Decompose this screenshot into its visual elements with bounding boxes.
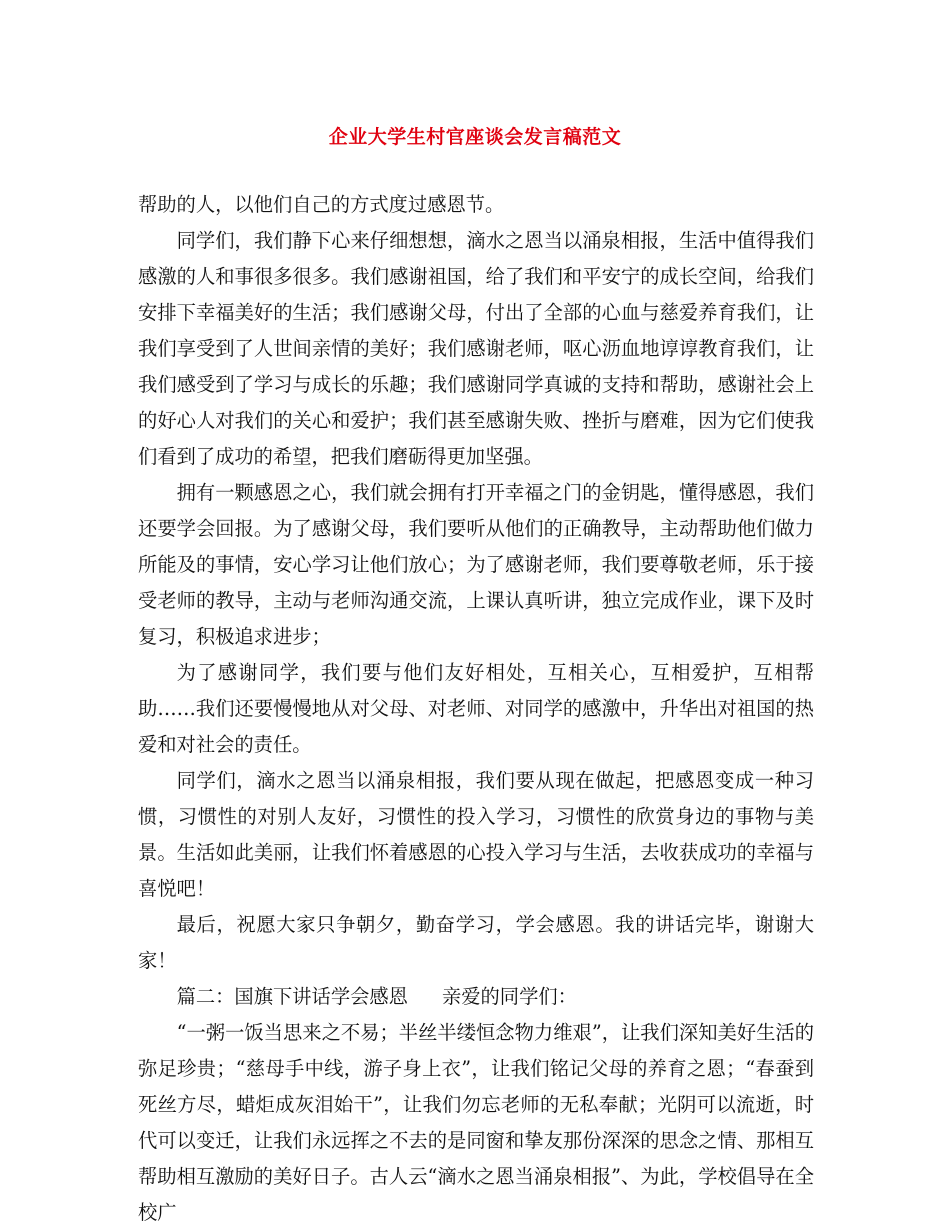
paragraph-7: “一粥一饭当思来之不易；半丝半缕恒念物力维艰”，让我们深知美好生活的弥足珍贵；“慈母手中线，游子身上衣”，让我们铭记父母的养育之恩；“春蚕到死丝方尽，蜡炬成灰泪始干”，让我们勿忘老师的无私奉献；光阴可以流逝，时代可以变迁，让我们永远挥之不去的是同窗和挚友那份深深的思念之情、那相互帮助相互激励的美好日子。古人云“滴水之恩当涌泉相报”、为此，学校倡导在全校广 <box>138 1021 814 1224</box>
paragraph-2: 同学们，我们静下心来仔细想想，滴水之恩当以涌泉相报，生活中值得我们感激的人和事很多很多。我们感谢祖国，给了我们和平安宁的成长空间，给我们安排下幸福美好的生活；我们感谢父母，付出了全部的心血与慈爱养育我们，让我们享受到了人世间亲情的美好；我们感谢老师，呕心沥血地谆谆教育我们，让我们感受到了学习与成长的乐趣；我们感谢同学真诚的支持和帮助，感谢社会上的好心人对我们的关心和爱护；我们甚至感谢失败、挫折与磨难，因为它们使我们看到了成功的希望，把我们磨砺得更加坚强。 <box>138 229 814 468</box>
document-body <box>138 187 814 1231</box>
salutation: 亲爱的同学们： <box>441 985 577 1008</box>
section-heading-line <box>138 979 814 1015</box>
paragraph-1: 帮助的人，以他们自己的方式度过感恩节。 <box>138 193 505 216</box>
paragraph-3: 拥有一颗感恩之心，我们就会拥有打开幸福之门的金钥匙，懂得感恩，我们还要学会回报。为了感谢父母，我们要听从他们的正确教导，主动帮助他们做力所能及的事情，安心学习让他们放心；为了感谢老师，我们要尊敬老师，乐于接受老师的教导，主动与老师沟通交流，上课认真听讲，独立完成作业，课下及时复习，积极追求进步； <box>138 481 814 648</box>
paragraph-6: 最后，祝愿大家只争朝夕，勤奋学习，学会感恩。我的讲话完毕，谢谢大家！ <box>138 913 814 972</box>
section-heading: 篇二：国旗下讲话学会感恩 <box>176 985 408 1008</box>
paragraph-4: 为了感谢同学，我们要与他们友好相处，互相关心，互相爱护，互相帮助……我们还要慢慢地从对父母、对老师、对同学的感激中，升华出对祖国的热爱和对社会的责任。 <box>138 661 814 756</box>
paragraph-5: 同学们，滴水之恩当以涌泉相报，我们要从现在做起，把感恩变成一种习惯，习惯性的对别人友好，习惯性的投入学习，习惯性的欣赏身边的事物与美景。生活如此美丽，让我们怀着感恩的心投入学习与生活，去收获成功的幸福与喜悦吧！ <box>138 769 814 900</box>
document-title: 企业大学生村官座谈会发言稿范文 <box>328 126 622 148</box>
